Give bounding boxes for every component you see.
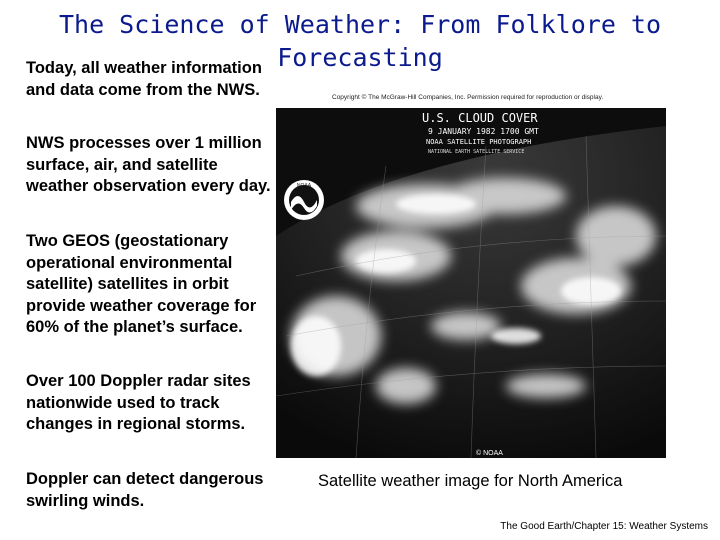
photo-credit: © NOAA (476, 450, 503, 457)
slide-title: The Science of Weather: From Folklore to Forecasting (58, 10, 662, 72)
bullet-doppler-sites: Over 100 Doppler radar sites nationwide used to track changes in regional storms. (26, 372, 251, 433)
satellite-photo (276, 86, 666, 458)
bullet-observations: NWS processes over 1 million surface, air, and satellite weather observation every day. (26, 134, 271, 195)
photo-service: NATIONAL EARTH SATELLITE SERVICE (428, 149, 525, 155)
bullet-geos-satellites: Two GEOS (geostationary operational environmental satellite) satellites in orbit provide weather coverage for 60% of the planet’s surface. (26, 232, 257, 336)
footer-text: The Good Earth/Chapter 15: Weather Systems (500, 521, 708, 532)
copyright-notice: Copyright © The McGraw-Hill Companies, Inc. Permission required for reproduction or display. (332, 94, 604, 101)
noaa-logo-icon (284, 180, 324, 220)
bullet-nws-data: Today, all weather information and data come from the NWS. (26, 59, 262, 99)
photo-heading: U.S. CLOUD COVER (422, 111, 538, 125)
photo-subheading: NOAA SATELLITE PHOTOGRAPH (426, 138, 532, 146)
photo-date-line: 9 JANUARY 1982 1700 GMT (428, 127, 539, 136)
noaa-logo-text: NOAA (296, 183, 312, 189)
bullet-doppler-winds: Doppler can detect dangerous swirling winds. (26, 470, 264, 510)
photo-caption: Satellite weather image for North America (318, 472, 623, 490)
